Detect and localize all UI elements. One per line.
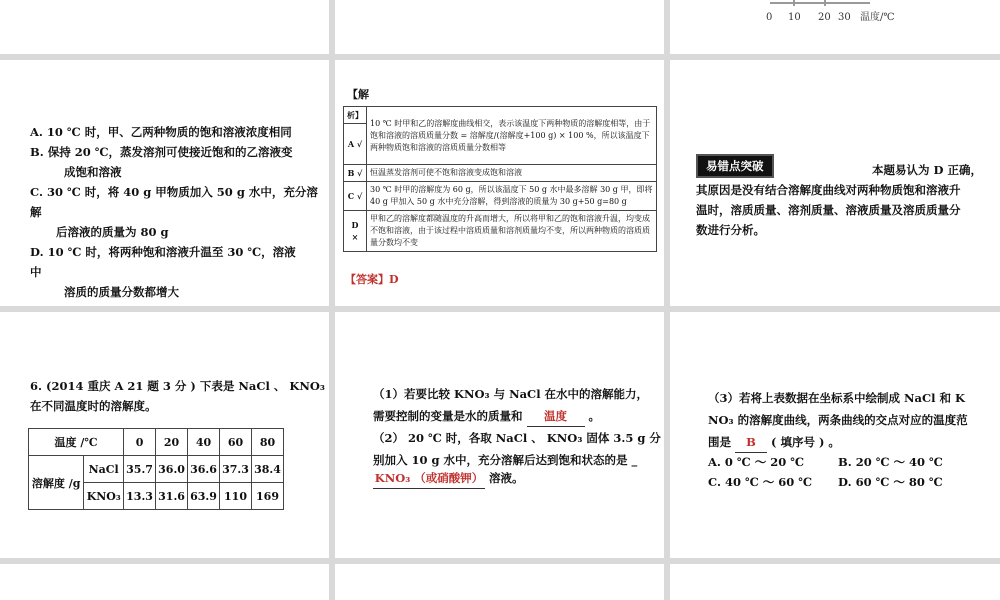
slide-tip bbox=[670, 60, 1000, 306]
analysis-table bbox=[343, 106, 657, 252]
q3-answer: B bbox=[735, 432, 767, 453]
q1-text-cont: 需要控制的变量是水的质量和 温度 。 bbox=[373, 406, 600, 427]
table-cell: 36.6 bbox=[188, 456, 220, 483]
q3-option-c: C. 40 ℃ ～ 60 ℃ bbox=[708, 475, 813, 489]
table-header-row bbox=[29, 429, 284, 456]
option-d-cont: 中 bbox=[30, 265, 42, 279]
slide-bottom-right bbox=[670, 564, 1000, 600]
option-b-cont: 成饱和溶液 bbox=[64, 165, 122, 179]
table-cell: 38.4 bbox=[252, 456, 284, 483]
analysis-label: A √ bbox=[344, 124, 367, 165]
slide-top-left bbox=[0, 0, 329, 54]
table-cell: 63.9 bbox=[188, 483, 220, 510]
analysis-header-cont: 析】 bbox=[344, 107, 367, 124]
slide-top-right bbox=[670, 0, 1000, 54]
q2-text-cont: 别加入 10 g 水中，充分溶解后达到饱和状态的是 _ bbox=[373, 453, 638, 467]
analysis-text: 30 ℃ 时甲的溶解度为 60 g，所以该温度下 50 g 水中最多溶解 30 g 甲，即将 40 g 甲加入 50 g 水中充分溶解，得到溶液的质量为 30 g+50 g=80 g bbox=[367, 182, 657, 211]
substance-name: KNO₃ bbox=[84, 483, 124, 510]
option-d-cont2: 溶质的质量分数都增大 bbox=[64, 285, 179, 299]
slide-top-middle bbox=[335, 0, 664, 54]
analysis-label: D × bbox=[344, 211, 367, 252]
check-mark: √ bbox=[356, 139, 363, 149]
check-mark: √ bbox=[356, 191, 363, 201]
q1-text: （1）若要比较 KNO₃ 与 NaCl 在水中的溶解能力， bbox=[373, 387, 649, 401]
analysis-row bbox=[344, 182, 657, 211]
tip-text: 数进行分析。 bbox=[696, 223, 765, 237]
slide-subquestion-3 bbox=[670, 312, 1000, 558]
temp-cell: 20 bbox=[156, 429, 188, 456]
slide-subquestions-1-2 bbox=[335, 312, 664, 558]
option-b: B. 保持 20 ℃，蒸发溶剂可使接近饱和的乙溶液变 bbox=[30, 145, 293, 159]
slide-bottom-middle bbox=[335, 564, 664, 600]
axis-tick: 0 bbox=[766, 12, 773, 23]
q2-text: （2） 20 ℃ 时，各取 NaCl 、 KNO₃ 固体 3.5 g 分 bbox=[373, 431, 661, 445]
temperature-axis bbox=[670, 0, 1000, 54]
tip-badge: 易错点突破 bbox=[696, 154, 774, 178]
table-row bbox=[29, 456, 284, 483]
q3-text-cont2: 围是 B ( 填序号 ) 。 bbox=[708, 432, 840, 453]
tip-text: 本题易认为 D 正确， bbox=[872, 163, 982, 177]
check-mark: √ bbox=[357, 168, 363, 178]
temp-header: 温度 /℃ bbox=[29, 429, 124, 456]
analysis-text: 10 ℃ 时甲和乙的溶解度曲线相交，表示该温度下两种物质的溶解度相等，由于饱和溶液的溶质质量分数 = 溶解度/(溶解度+100 g) × 100 %，所以该温度下两种物质饱和溶液的溶质质量分数相等 bbox=[367, 107, 657, 165]
table-cell: 31.6 bbox=[156, 483, 188, 510]
option-a: A. 10 ℃ 时，甲、乙两种物质的饱和溶液浓度相同 bbox=[30, 125, 292, 139]
temp-cell: 80 bbox=[252, 429, 284, 456]
slide-bottom-left bbox=[0, 564, 329, 600]
slide-analysis bbox=[335, 60, 664, 306]
table-cell: 36.0 bbox=[156, 456, 188, 483]
axis-tick: 20 bbox=[818, 12, 831, 23]
q2-answer-line: KNO₃ （或硝酸钾） 溶液。 bbox=[373, 468, 524, 489]
tip-text: 温时，溶质质量、溶剂质量、溶液质量及溶质质量分 bbox=[696, 203, 961, 217]
temp-cell: 0 bbox=[124, 429, 156, 456]
cross-mark: × bbox=[351, 232, 359, 242]
analysis-header: 【解 bbox=[347, 88, 369, 101]
axis-tick: 30 bbox=[838, 12, 851, 23]
temp-cell: 60 bbox=[220, 429, 252, 456]
question-stem-cont: 在不同温度时的溶解度。 bbox=[30, 399, 157, 413]
table-cell: 37.3 bbox=[220, 456, 252, 483]
option-c: C. 30 ℃ 时，将 40 g 甲物质加入 50 g 水中，充分溶 bbox=[30, 185, 318, 199]
analysis-text: 甲和乙的溶解度都随温度的升高而增大，所以将甲和乙的饱和溶液升温，均变成不饱和溶液，由于该过程中溶质质量和溶剂质量均不变，所以两种物质的溶质质量分数均不变 bbox=[367, 211, 657, 252]
answer-label: 【答案】D bbox=[345, 273, 399, 286]
solubility-table bbox=[28, 428, 284, 510]
q3-option-a: A. 0 ℃ ～ 20 ℃ bbox=[708, 455, 805, 469]
q3-option-d: D. 60 ℃ ～ 80 ℃ bbox=[838, 475, 943, 489]
tip-text: 其原因是没有结合溶解度曲线对两种物质饱和溶液升 bbox=[696, 183, 961, 197]
solubility-label: 溶解度 /g bbox=[29, 456, 84, 510]
q3-option-b: B. 20 ℃ ～ 40 ℃ bbox=[838, 455, 943, 469]
analysis-row bbox=[344, 211, 657, 252]
table-cell: 110 bbox=[220, 483, 252, 510]
slide-options bbox=[0, 60, 329, 306]
option-c-cont: 解 bbox=[30, 205, 42, 219]
temp-cell: 40 bbox=[188, 429, 220, 456]
analysis-row bbox=[344, 107, 657, 124]
analysis-row bbox=[344, 165, 657, 182]
table-cell: 13.3 bbox=[124, 483, 156, 510]
axis-label: 温度/℃ bbox=[860, 12, 895, 23]
table-cell: 35.7 bbox=[124, 456, 156, 483]
question-stem: 6. (2014 重庆 A 21 题 3 分 ) 下表是 NaCl 、 KNO₃ bbox=[30, 379, 325, 393]
option-d: D. 10 ℃ 时，将两种饱和溶液升温至 30 ℃，溶液 bbox=[30, 245, 296, 259]
slide-question bbox=[0, 312, 329, 558]
substance-name: NaCl bbox=[84, 456, 124, 483]
table-cell: 169 bbox=[252, 483, 284, 510]
option-c-cont2: 后溶液的质量为 80 g bbox=[56, 225, 169, 239]
q3-text: （3）若将上表数据在坐标系中绘制成 NaCl 和 K bbox=[708, 391, 965, 405]
q1-answer: 温度 bbox=[527, 406, 585, 427]
analysis-text: 恒温蒸发溶剂可使不饱和溶液变成饱和溶液 bbox=[367, 165, 657, 182]
axis-tick: 10 bbox=[788, 12, 801, 23]
q2-answer: KNO₃ （或硝酸钾） bbox=[373, 468, 485, 489]
q3-text-cont: NO₃ 的溶解度曲线，两条曲线的交点对应的温度范 bbox=[708, 413, 968, 427]
analysis-label: B √ bbox=[344, 165, 367, 182]
analysis-label: C √ bbox=[344, 182, 367, 211]
